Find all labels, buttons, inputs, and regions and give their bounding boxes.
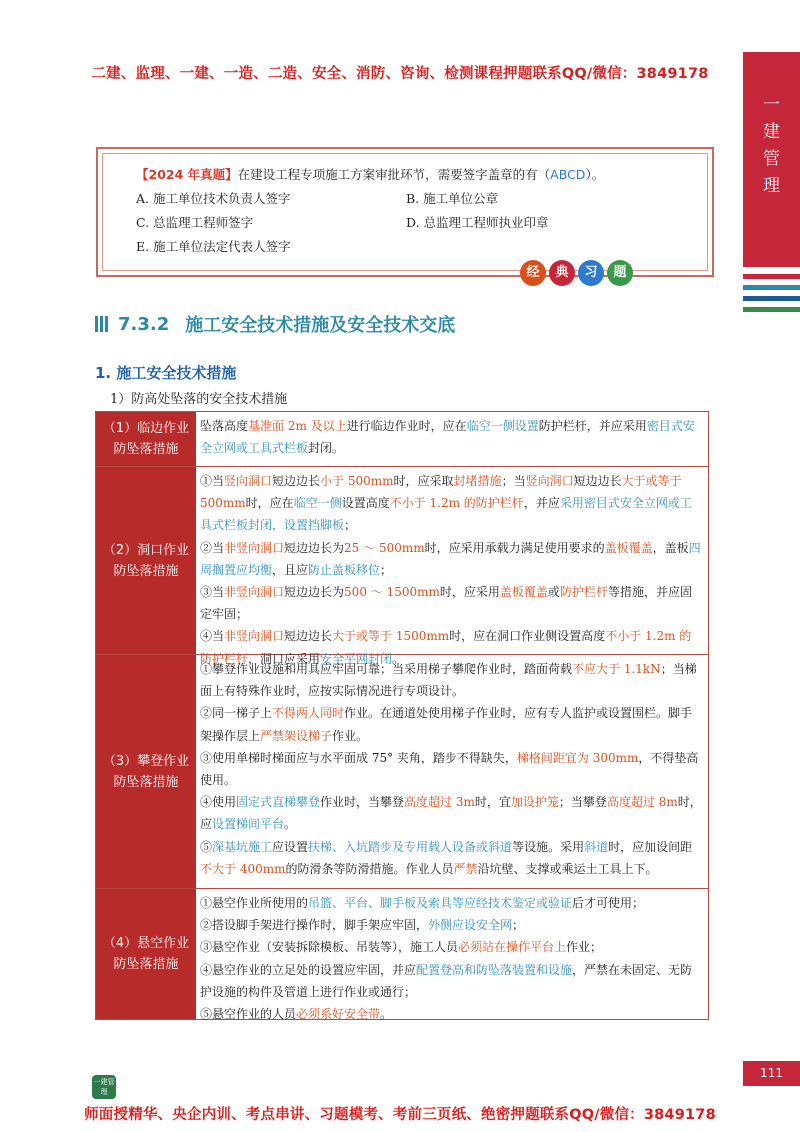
text-run: 深基坑施工 [212, 839, 273, 854]
chapter-side-tab [743, 52, 800, 267]
text-run: 时，应在 [245, 496, 294, 511]
text-run: 。 [392, 651, 405, 666]
subsubsection-heading: 1）防高处坠落的安全技术措施 [110, 392, 288, 407]
text-run: ； [380, 562, 393, 577]
text-run: 盖板覆盖 [604, 540, 653, 555]
text-run: ⑤ [200, 839, 213, 854]
text-run: 非竖向洞口 [224, 629, 285, 644]
text-run: 不小于 1.2m 的防护栏杆 [389, 496, 524, 511]
text-run: 的防滑条等防滑措施。作业人员 [285, 861, 454, 876]
text-run: 外侧应设安全网 [428, 918, 513, 933]
text-run: 扶梯、入坑踏步及专用载人设备或斜道 [308, 839, 513, 854]
text-run: ；当梯面上有特殊作业时，应按实际情况进行专项设计。 [200, 662, 697, 699]
text-run: 斜道 [584, 839, 609, 854]
content-item [200, 836, 702, 880]
section-number: 7.3.2 [118, 313, 170, 335]
row-label-line: （3）攀登作业 [102, 753, 190, 769]
text-run: 应设置 [272, 839, 309, 854]
text-run: 固定式直梯攀登 [236, 795, 321, 810]
content-item [200, 747, 702, 791]
text-run: ③使用单梯时梯面应与水平面成 75° 夹角，踏步不得缺失， [200, 750, 517, 765]
text-run: 吊篮、平台、脚手板及索具等应经技术鉴定或验证 [308, 896, 573, 910]
row-label-line: 防坠落措施 [113, 563, 179, 579]
text-run: ③当 [200, 585, 225, 600]
question-line [136, 163, 692, 187]
text-run: 或 [547, 585, 560, 600]
text-run: 等设施。采用 [512, 839, 585, 854]
exam-question [136, 163, 692, 259]
text-run: 高度超过 3m [404, 795, 475, 810]
side-stripe [743, 274, 800, 279]
option-b: B. 施工单位公章 [406, 191, 499, 206]
text-run: ；当攀登 [558, 795, 607, 810]
classic-exercise-badge [520, 260, 636, 286]
text-run: 防护栏杆，并应采用 [538, 419, 647, 433]
content-item [200, 914, 702, 936]
row-label-line: 防坠落措施 [113, 957, 179, 972]
text-run: 设置梯间平台 [212, 817, 285, 832]
text-run: 短边边长 [573, 474, 622, 488]
text-run: 加设护笼 [510, 795, 559, 810]
content-item [200, 658, 702, 702]
text-run: 梯格间距宜为 300mm [516, 750, 639, 765]
bottom-contact-banner: 师面授精华、央企内训、考点串讲、习题模考、考前三页纸、绝密押题联系QQ/微信：3849178 [84, 1107, 716, 1123]
content-item [200, 959, 702, 1003]
row-content [196, 467, 708, 666]
text-run: 作业； [566, 940, 603, 955]
text-run: 严禁架设梯子 [260, 728, 333, 743]
text-run: ，并应 [523, 496, 560, 511]
text-run: 时，宜 [474, 795, 511, 810]
text-run: ，盖板 [652, 540, 689, 555]
text-run: 封闭。 [308, 441, 345, 456]
row-content [196, 889, 708, 1022]
side-tab-char: 理 [763, 176, 780, 196]
row-label [96, 889, 196, 1019]
text-run: 后才可使用； [572, 896, 645, 910]
text-run: ①攀登作业设施和用具应牢固可靠；当采用梯子攀爬作业时，踏面荷载 [200, 662, 573, 676]
question-answer: ABCD [550, 167, 586, 182]
content-item [200, 537, 702, 581]
content-item [200, 1003, 702, 1025]
row-label [96, 412, 196, 466]
text-run: 四周搁置应均衡 [200, 540, 701, 577]
text-run: 时，应在洞口作业侧设置高度 [449, 629, 606, 644]
question-year-tag: 【2024 年真题】 [136, 167, 238, 182]
text-run: 临空一侧设置 [466, 419, 539, 433]
text-run: 非竖向洞口 [224, 540, 285, 555]
text-run: 不小于 1.2m 的防护栏杆 [200, 629, 692, 666]
text-run: ；当 [501, 474, 526, 488]
text-run: 不大于 400mm [200, 861, 286, 876]
text-run: 时，应 [200, 795, 702, 832]
text-run: 大于或等于 1500mm [332, 629, 450, 644]
text-run: 短边边长 [272, 474, 321, 488]
text-run: 时，应加设间距 [608, 839, 693, 854]
badge-char: 经 [520, 260, 546, 286]
text-run: 必须站在操作平台上 [458, 940, 567, 955]
text-run: ②当 [200, 540, 225, 555]
option-a: A. 施工单位技术负责人签字 [136, 191, 291, 206]
text-run: 作业时，当攀登 [320, 795, 405, 810]
side-stripe [743, 285, 800, 290]
table-row [96, 412, 708, 467]
side-tab-char: 建 [763, 122, 780, 142]
fall-protection-table [95, 411, 709, 1020]
section-title: 施工安全技术措施及安全技术交底 [185, 315, 456, 336]
text-run: 竖向洞口 [525, 474, 574, 488]
row-label-line: （2）洞口作业 [102, 542, 190, 558]
text-run: 盖板覆盖 [499, 585, 548, 600]
text-run: 作业。在通道处使用梯子作业时，应有专人监护或设置围栏。脚手架操作层上 [200, 706, 693, 743]
text-run: 非竖向洞口 [224, 585, 285, 600]
text-run: 配置登高和防坠落装置和设施 [416, 962, 573, 977]
row-content [196, 655, 708, 888]
publisher-logo: 一建管理 [92, 1075, 116, 1099]
text-run: 基准面 2m 及以上 [248, 419, 347, 433]
content-item [200, 791, 702, 835]
text-run: 短边边长为 [284, 540, 345, 555]
content-item [200, 936, 702, 958]
question-text-end: ）。 [585, 167, 605, 182]
question-text: 在建设工程专项施工方案审批环节，需要签字盖章的有（ [237, 167, 551, 182]
text-run: ②同一梯子上 [200, 706, 273, 721]
side-stripe [743, 307, 800, 312]
option-row [136, 187, 692, 211]
option-d: D. 总监理工程师执业印章 [406, 215, 549, 230]
option-row [136, 235, 692, 259]
text-run: 不应大于 1.1kN [572, 662, 661, 676]
badge-char: 题 [607, 260, 633, 286]
content-item [200, 702, 702, 746]
text-run: ，不得垫高使用。 [200, 750, 699, 788]
text-run: 密目式安全立网或工具式栏板 [200, 419, 695, 456]
side-tab-char: 一 [763, 95, 780, 115]
text-run: 25 ～ 500mm [344, 540, 425, 555]
table-row [96, 889, 708, 1022]
row-content [196, 412, 708, 466]
text-run: 作业。 [332, 728, 369, 743]
classic-exercise-box [96, 147, 714, 277]
text-run: ③悬空作业（安装拆除模板、吊装等），施工人员 [200, 940, 459, 955]
text-run: ④当 [200, 629, 225, 644]
text-run: ； [344, 518, 357, 533]
text-run: 时，应采用承载力满足使用要求的 [424, 540, 605, 555]
text-run: 。 [380, 1007, 393, 1022]
row-label [96, 655, 196, 888]
text-run: 防护栏杆 [559, 585, 608, 600]
text-run: 。 [284, 817, 297, 832]
text-run: 短边边长为 [284, 585, 345, 600]
text-run: ①悬空作业所使用的 [200, 896, 309, 910]
badge-char: 习 [578, 260, 604, 286]
side-stripe [743, 296, 800, 301]
text-run: 进行临边作业时，应在 [346, 419, 467, 433]
table-row [96, 655, 708, 889]
row-label-line: （1）临边作业 [102, 421, 190, 436]
badge-char: 典 [549, 260, 575, 286]
content-item [200, 415, 702, 459]
page-number: 111 [743, 1061, 800, 1086]
text-run: 高度超过 8m [606, 795, 678, 810]
content-item [200, 581, 702, 625]
text-run: 时，应采取 [393, 474, 454, 488]
text-run: 不得两人同时 [272, 706, 345, 721]
text-run: 设置高度 [341, 496, 390, 511]
text-run: ； [512, 918, 525, 933]
section-heading [95, 311, 455, 337]
text-run: 大于或等于 500mm [200, 474, 682, 511]
option-row [136, 211, 692, 235]
text-run: ②搭设脚手架进行操作时，脚手架应牢固， [200, 918, 429, 933]
text-run: 沿坑壁、支撑或乘运土工具上下。 [477, 861, 658, 876]
side-color-stripes [743, 274, 800, 318]
text-run: 必须系好安全带 [296, 1007, 381, 1022]
text-run: 严禁 [453, 861, 478, 876]
text-run: 封堵措施 [453, 474, 502, 488]
text-run: 竖向洞口 [224, 474, 273, 488]
text-run: ，且应 [272, 562, 309, 577]
text-run: ①当 [200, 474, 225, 488]
text-run: 500 ～ 1500mm [344, 585, 440, 600]
side-tab-char: 管 [763, 149, 780, 169]
content-item [200, 892, 702, 914]
text-run: 采用密目式安全立网或工具式栏板封闭，设置挡脚板 [200, 496, 692, 533]
text-run: ，洞口应采用 [248, 651, 321, 666]
text-run: ，严禁在未固定、无防护设施的构件及管道上进行作业或通行； [200, 962, 693, 999]
row-label-line: 防坠落措施 [113, 774, 179, 790]
text-run: 安全平网封闭 [320, 651, 393, 666]
text-run: 小于 500mm [320, 474, 394, 488]
row-label [96, 467, 196, 654]
text-run: 等措施，并应固定牢固； [200, 585, 692, 622]
text-run: 防止盖板移位 [308, 562, 381, 577]
top-contact-banner: 二建、监理、一建、一造、二造、安全、消防、咨询、检测课程押题联系QQ/微信：3849178 [91, 66, 709, 82]
option-c: C. 总监理工程师签字 [136, 215, 254, 230]
table-row [96, 467, 708, 666]
subsection-heading: 1. 施工安全技术措施 [95, 364, 237, 382]
row-label-line: （4）悬空作业 [102, 936, 190, 951]
text-run: ⑤悬空作业的人员 [200, 1007, 297, 1022]
text-run: ④使用 [200, 795, 237, 810]
option-e: E. 施工单位法定代表人签字 [136, 239, 291, 254]
section-bars-icon [95, 316, 110, 332]
text-run: 临空一侧 [293, 496, 342, 511]
text-run: 坠落高度 [200, 419, 249, 433]
text-run: ④悬空作业的立足处的设置应牢固，并应 [200, 962, 417, 977]
row-label-line: 防坠落措施 [113, 442, 179, 457]
content-item [200, 470, 702, 537]
text-run: 短边边长 [284, 629, 333, 644]
text-run: 时，应采用 [439, 585, 500, 600]
